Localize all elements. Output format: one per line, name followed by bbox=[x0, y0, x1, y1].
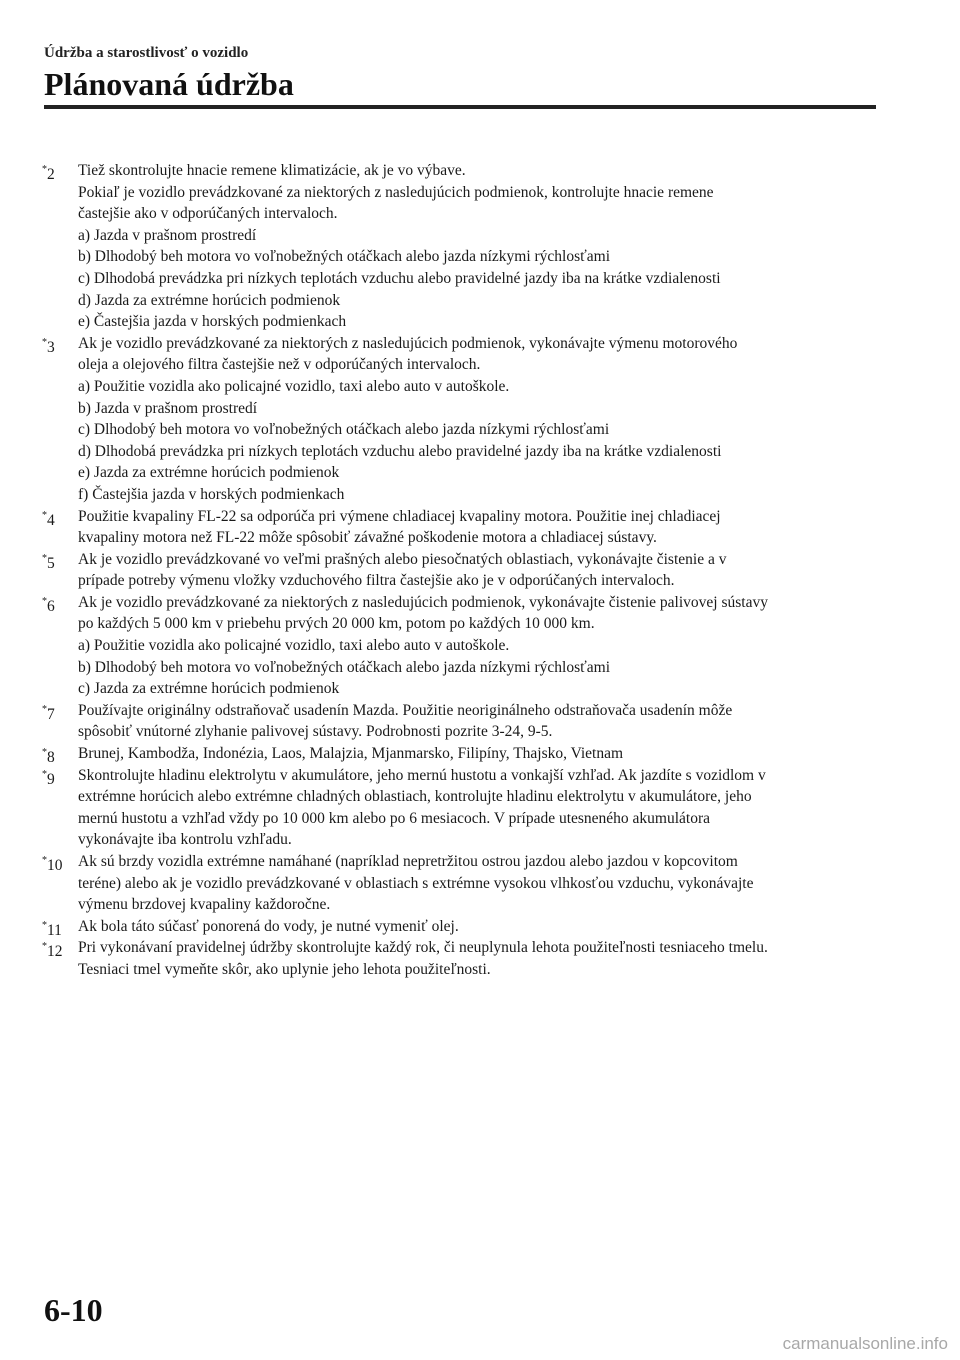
footnote-line: e) Jazda za extrémne horúcich podmienok bbox=[78, 464, 340, 482]
footnote-line: mernú hustotu a vzhľad vždy po 10 000 km alebo po 6 mesiacoch. V prípade utesneného akumulátora bbox=[78, 809, 711, 827]
footnote bbox=[40, 506, 885, 549]
footnote-line: Ak bola táto súčasť ponorená do vody, je nutné vymeniť olej. bbox=[78, 917, 459, 935]
title-rule bbox=[44, 105, 876, 109]
footnote-line: prípade potreby výmenu vložky vzduchového filtra častejšie ako je v odporúčaných intervaloch. bbox=[78, 572, 675, 590]
footnote-line: a) Použitie vozidla ako policajné vozidlo, taxi alebo auto v autoškole. bbox=[78, 377, 510, 395]
footnote-marker: *12 bbox=[42, 941, 63, 961]
footnote-line: Ak je vozidlo prevádzkované za niektorých z nasledujúcich podmienok, vykonávajte čistenie palivovej sústavy bbox=[78, 593, 768, 611]
page-header bbox=[44, 44, 876, 102]
footnote bbox=[40, 743, 885, 765]
footnote-marker: *6 bbox=[42, 595, 55, 616]
footnote-line: Pokiaľ je vozidlo prevádzkované za niektorých z nasledujúcich podmienok, kontrolujte hnacie remene bbox=[78, 183, 714, 201]
footnote-line: b) Jazda v prašnom prostredí bbox=[78, 399, 258, 417]
footnote-line: Skontrolujte hladinu elektrolytu v akumulátore, jeho mernú hustotu a vonkajší vzhľad. Ak jazdíte s vozidlom v bbox=[78, 766, 766, 784]
footnote-marker: *4 bbox=[42, 509, 55, 529]
footnote-marker: *7 bbox=[42, 703, 55, 723]
footnote-line: b) Dlhodobý beh motora vo voľnobežných otáčkach alebo jazda nízkymi rýchlosťami bbox=[78, 248, 611, 266]
footnote bbox=[40, 333, 885, 506]
footnote-line: Ak je vozidlo prevádzkované vo veľmi prašných alebo piesočnatých oblastiach, vykonávajte čistenie a v bbox=[78, 550, 727, 568]
watermark: carmanualsonline.info bbox=[782, 1334, 948, 1353]
footnote bbox=[40, 160, 885, 333]
footnote-marker: *9 bbox=[42, 768, 55, 788]
footnote-line: c) Dlhodobá prevádzka pri nízkych teplotách vzduchu alebo pravidelné jazdy iba na krátke vzdialenosti bbox=[78, 269, 721, 287]
footnote bbox=[40, 916, 885, 938]
footnote-line: Tesniaci tmel vymeňte skôr, ako uplynie jeho lehota použiteľnosti. bbox=[78, 960, 491, 978]
footnote bbox=[40, 700, 885, 743]
footnote bbox=[40, 549, 885, 592]
footnote-line: a) Jazda v prašnom prostredí bbox=[78, 226, 257, 244]
footnote-line: Pri vykonávaní pravidelnej údržby skontrolujte každý rok, či neuplynula lehota použiteľnosti tesniaceho tmelu. bbox=[78, 939, 768, 957]
footnote-marker: *11 bbox=[42, 919, 62, 939]
footnote-marker: *2 bbox=[42, 164, 55, 184]
page-number: 6-10 bbox=[44, 1292, 103, 1328]
footnote-line: oleja a olejového filtra častejšie než v odporúčaných intervaloch. bbox=[78, 356, 481, 374]
footnote-line: po každých 5 000 km v priebehu prvých 20 000 km, potom po každých 10 000 km. bbox=[78, 615, 595, 633]
footnote-marker: *10 bbox=[42, 855, 63, 875]
footnote-line: Ak sú brzdy vozidla extrémne namáhané (napríklad nepretržitou ostrou jazdou alebo jazdou v kopcovitom bbox=[78, 853, 738, 870]
footnote-line: Použitie kvapaliny FL-22 sa odporúča pri výmene chladiacej kvapaliny motora. Použitie inej chladiacej bbox=[78, 507, 721, 525]
footnote-line: teréne) alebo ak je vozidlo prevádzkované v oblastiach s extrémne vysokou vlhkosťou vzduchu, vykonávajte bbox=[78, 874, 754, 892]
footnote-marker: *3 bbox=[42, 336, 55, 356]
footnote-list bbox=[40, 160, 885, 981]
footnote-line: d) Jazda za extrémne horúcich podmienok bbox=[78, 291, 341, 309]
footnote bbox=[40, 765, 885, 851]
footnote-line: výmenu brzdovej kvapaliny každoročne. bbox=[78, 896, 331, 914]
footnote-line: c) Dlhodobý beh motora vo voľnobežných otáčkach alebo jazda nízkymi rýchlosťami bbox=[78, 421, 610, 439]
footnote-line: e) Častejšia jazda v horských podmienkach bbox=[78, 313, 347, 331]
footnote-marker: *8 bbox=[42, 747, 55, 767]
footnote-line: vykonávajte iba kontrolu vzhľadu. bbox=[78, 831, 292, 849]
footnote-line: Tiež skontrolujte hnacie remene klimatizácie, ak je vo výbave. bbox=[78, 162, 466, 179]
footnote-line: Ak je vozidlo prevádzkované za niektorých z nasledujúcich podmienok, vykonávajte výmenu motorového bbox=[78, 334, 738, 352]
footnote bbox=[40, 937, 885, 980]
footnote-line: častejšie ako v odporúčaných intervaloch. bbox=[78, 205, 338, 223]
footnote-line: b) Dlhodobý beh motora vo voľnobežných otáčkach alebo jazda nízkymi rýchlosťami bbox=[78, 658, 611, 676]
footnote bbox=[40, 592, 885, 700]
footnote-line: extrémne horúcich alebo extrémne chladných oblastiach, kontrolujte hladinu elektrolytu v akumulátore, jeho bbox=[78, 788, 752, 806]
footnote bbox=[40, 851, 885, 916]
footnote-line: a) Použitie vozidla ako policajné vozidlo, taxi alebo auto v autoškole. bbox=[78, 637, 510, 655]
section-label: Údržba a starostlivosť o vozidlo bbox=[44, 45, 249, 61]
page-title: Plánovaná údržba bbox=[44, 66, 294, 102]
footnote-line: kvapaliny motora než FL-22 môže spôsobiť závažné poškodenie motora a chladiacej sústavy. bbox=[78, 529, 657, 547]
footnote-line: d) Dlhodobá prevádzka pri nízkych teplotách vzduchu alebo pravidelné jazdy iba na krátke vzdialenosti bbox=[78, 442, 722, 460]
footnote-line: f) Častejšia jazda v horských podmienkach bbox=[78, 485, 345, 503]
footnote-line: spôsobiť vnútorné zlyhanie palivovej sústavy. Podrobnosti pozrite 3-24, 9-5. bbox=[78, 723, 553, 741]
footnote-line: Brunej, Kambodža, Indonézia, Laos, Malajzia, Mjanmarsko, Filipíny, Thajsko, Vietnam bbox=[78, 745, 624, 763]
footnote-marker: *5 bbox=[42, 552, 55, 572]
footnote-line: Používajte originálny odstraňovač usadenín Mazda. Použitie neoriginálneho odstraňovača usadenín môže bbox=[78, 701, 733, 719]
footnote-line: c) Jazda za extrémne horúcich podmienok bbox=[78, 680, 340, 698]
